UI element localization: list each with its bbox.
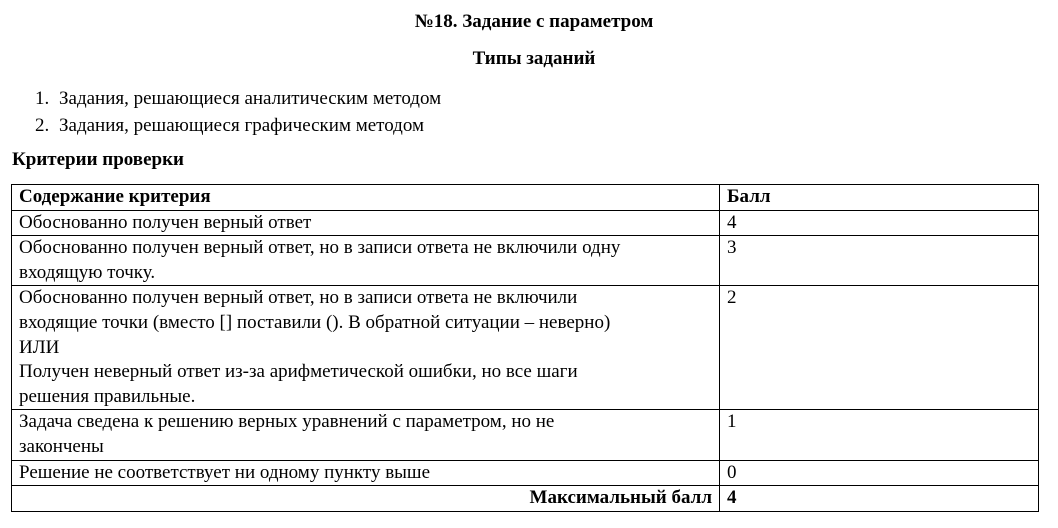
criterion-line: входящую точку. — [19, 261, 156, 283]
list-item-number: 1. — [35, 88, 50, 109]
criterion-text — [12, 410, 720, 460]
list-item-text: Задания, решающиеся аналитическим методом — [59, 88, 442, 109]
criterion-score: 1 — [720, 410, 1039, 460]
criterion-text — [12, 286, 720, 410]
criteria-table-body — [12, 210, 1039, 486]
column-header-score: Балл — [720, 185, 1039, 211]
table-row — [12, 286, 1039, 410]
criteria-table — [11, 184, 1039, 512]
table-row — [12, 460, 1039, 486]
criterion-line: Решение не соответствует ни одному пункту выше — [19, 461, 430, 483]
max-score-row — [12, 486, 1039, 512]
criterion-line: закончены — [19, 435, 104, 457]
criterion-text — [12, 460, 720, 486]
criterion-text — [12, 236, 720, 286]
page-title: №18. Задание с параметром — [414, 11, 654, 32]
max-score-label: Максимальный балл — [12, 486, 720, 512]
criterion-line: Получен неверный ответ из-за арифметической ошибки, но все шаги — [19, 361, 578, 383]
list-item — [35, 112, 441, 139]
criterion-line: ИЛИ — [19, 336, 60, 358]
table-header-row — [12, 185, 1039, 211]
list-item-number: 2. — [35, 115, 50, 136]
column-header-content: Содержание критерия — [12, 185, 720, 211]
criteria-heading: Критерии проверки — [12, 149, 184, 170]
list-item — [35, 85, 441, 112]
criterion-line: решения правильные. — [19, 385, 196, 407]
table-row — [12, 410, 1039, 460]
criterion-line: входящие точки (вместо [] поставили (). В обратной ситуации – неверно) — [19, 311, 611, 333]
criterion-line: Обоснованно получен верный ответ — [19, 211, 312, 233]
criterion-score: 4 — [720, 210, 1039, 236]
table-row — [12, 236, 1039, 286]
table-row — [12, 210, 1039, 236]
criterion-score: 3 — [720, 236, 1039, 286]
criterion-score: 0 — [720, 460, 1039, 486]
max-score-value: 4 — [720, 486, 1039, 512]
task-types-list — [35, 85, 441, 139]
list-item-text: Задания, решающиеся графическим методом — [59, 115, 425, 136]
criterion-line: Задача сведена к решению верных уравнений с параметром, но не — [19, 411, 555, 433]
criterion-line: Обоснованно получен верный ответ, но в записи ответа не включили одну — [19, 237, 621, 259]
criterion-score: 2 — [720, 286, 1039, 410]
criterion-line: Обоснованно получен верный ответ, но в записи ответа не включили — [19, 287, 578, 309]
task-types-heading: Типы заданий — [472, 48, 596, 69]
criterion-text — [12, 210, 720, 236]
